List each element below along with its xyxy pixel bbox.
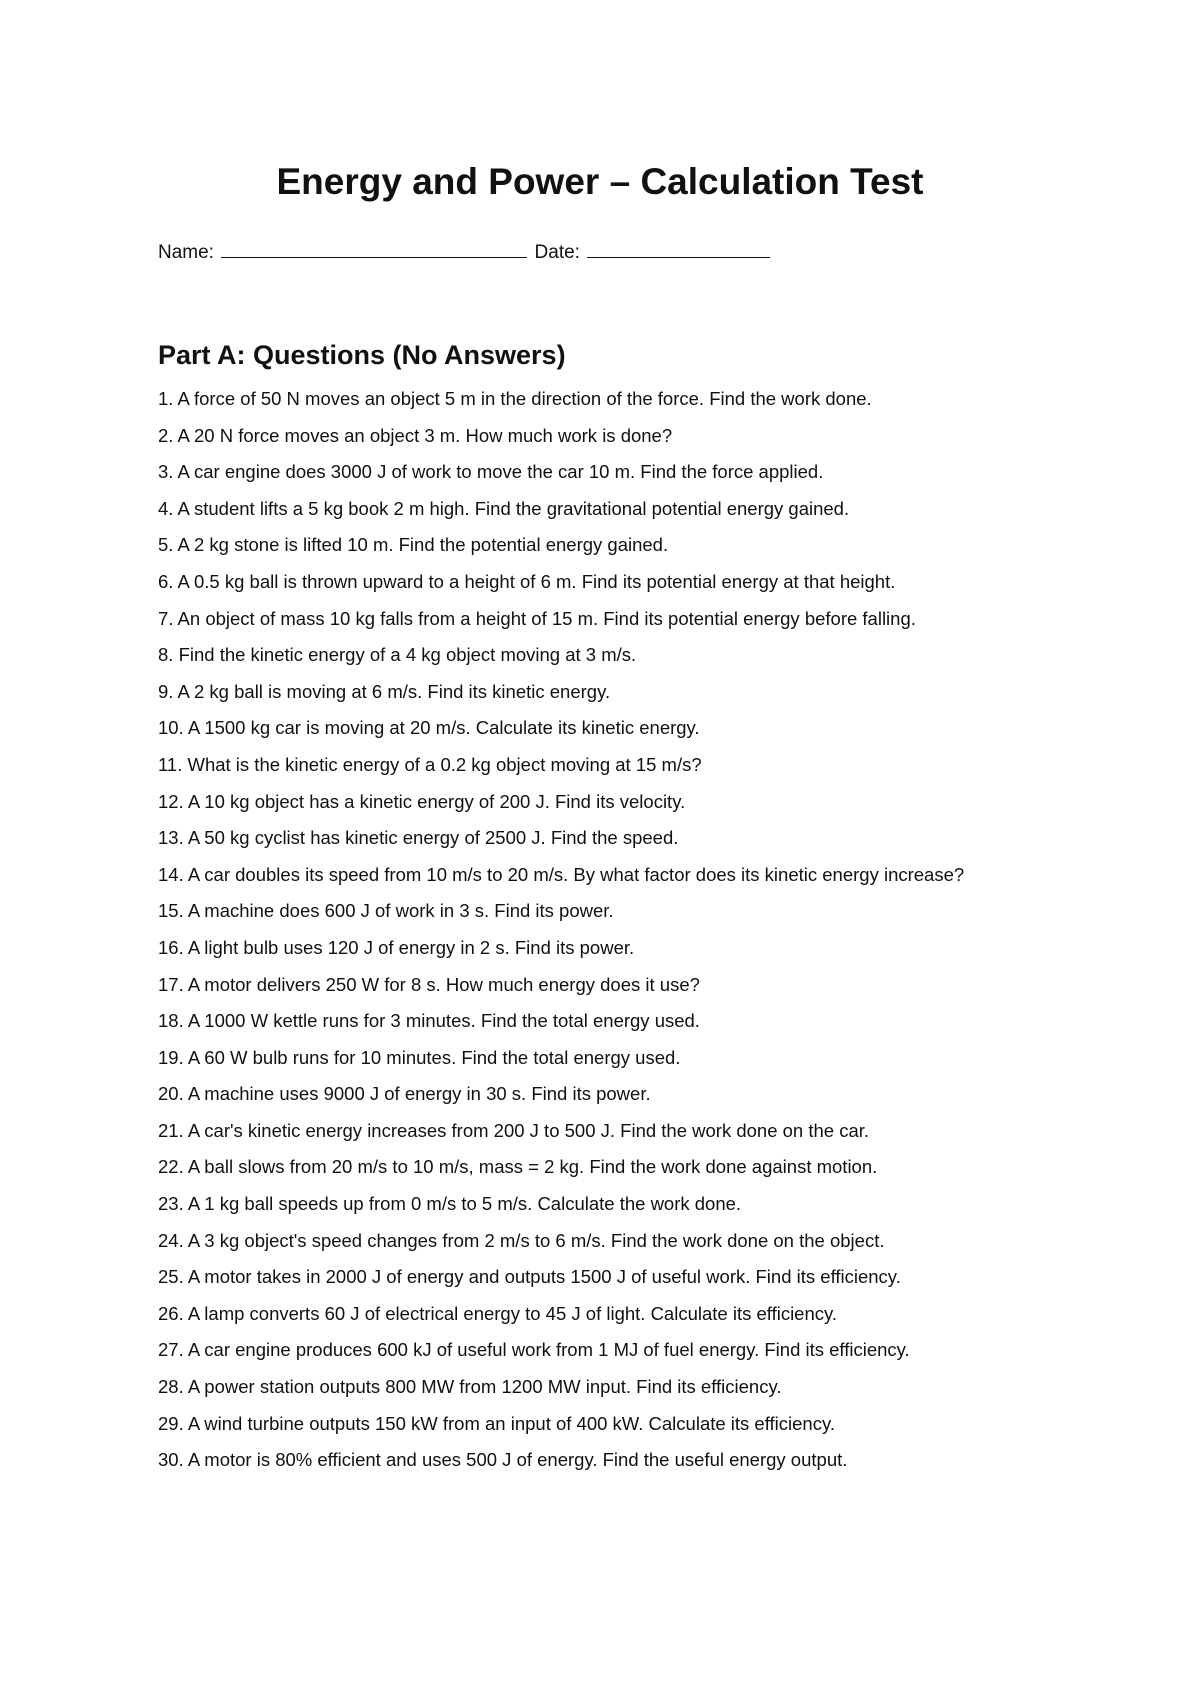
- question-item: 19. A 60 W bulb runs for 10 minutes. Find the total energy used.: [158, 1046, 681, 1068]
- date-blank: [587, 239, 770, 258]
- question-item: 22. A ball slows from 20 m/s to 10 m/s, mass = 2 kg. Find the work done against motion.: [158, 1156, 878, 1178]
- question-item: 27. A car engine produces 600 kJ of useful work from 1 MJ of fuel energy. Find its efficiency.: [158, 1339, 910, 1361]
- question-item: 14. A car doubles its speed from 10 m/s to 20 m/s. By what factor does its kinetic energy increase?: [158, 863, 965, 885]
- date-label: Date:: [534, 242, 580, 263]
- question-item: 28. A power station outputs 800 MW from 1200 MW input. Find its efficiency.: [158, 1376, 782, 1398]
- question-item: 17. A motor delivers 250 W for 8 s. How much energy does it use?: [158, 973, 700, 995]
- question-item: 12. A 10 kg object has a kinetic energy of 200 J. Find its velocity.: [158, 790, 686, 812]
- question-item: 3. A car engine does 3000 J of work to move the car 10 m. Find the force applied.: [158, 461, 824, 483]
- question-item: 21. A car's kinetic energy increases from 200 J to 500 J. Find the work done on the car.: [158, 1119, 870, 1141]
- question-item: 23. A 1 kg ball speeds up from 0 m/s to 5 m/s. Calculate the work done.: [158, 1193, 742, 1215]
- question-item: 10. A 1500 kg car is moving at 20 m/s. Calculate its kinetic energy.: [158, 717, 700, 739]
- question-item: 18. A 1000 W kettle runs for 3 minutes. Find the total energy used.: [158, 1010, 700, 1032]
- name-blank: [221, 239, 527, 258]
- question-item: 13. A 50 kg cyclist has kinetic energy of 2500 J. Find the speed.: [158, 827, 679, 849]
- question-item: 6. A 0.5 kg ball is thrown upward to a height of 6 m. Find its potential energy at that height.: [158, 570, 896, 592]
- question-item: 26. A lamp converts 60 J of electrical energy to 45 J of light. Calculate its efficiency.: [158, 1302, 838, 1324]
- question-item: 9. A 2 kg ball is moving at 6 m/s. Find its kinetic energy.: [158, 680, 611, 702]
- name-label: Name:: [158, 242, 214, 263]
- question-item: 5. A 2 kg stone is lifted 10 m. Find the potential energy gained.: [158, 534, 669, 556]
- question-list: [158, 384, 964, 1482]
- question-item: 30. A motor is 80% efficient and uses 500 J of energy. Find the useful energy output.: [158, 1449, 848, 1471]
- question-item: 8. Find the kinetic energy of a 4 kg object moving at 3 m/s.: [158, 644, 637, 666]
- question-item: 24. A 3 kg object's speed changes from 2 m/s to 6 m/s. Find the work done on the object.: [158, 1229, 885, 1251]
- question-item: 2. A 20 N force moves an object 3 m. How much work is done?: [158, 424, 673, 446]
- page-title: Energy and Power – Calculation Test: [276, 161, 924, 202]
- question-item: 29. A wind turbine outputs 150 kW from an input of 400 kW. Calculate its efficiency.: [158, 1412, 835, 1434]
- question-item: 20. A machine uses 9000 J of energy in 30 s. Find its power.: [158, 1083, 651, 1105]
- name-date-line: [158, 239, 772, 266]
- question-item: 15. A machine does 600 J of work in 3 s. Find its power.: [158, 900, 614, 922]
- question-item: 16. A light bulb uses 120 J of energy in 2 s. Find its power.: [158, 936, 635, 958]
- question-item: 25. A motor takes in 2000 J of energy and outputs 1500 J of useful work. Find its efficiency.: [158, 1266, 901, 1288]
- section-heading: Part A: Questions (No Answers): [158, 340, 566, 370]
- question-item: 7. An object of mass 10 kg falls from a height of 15 m. Find its potential energy before falling.: [158, 607, 916, 629]
- question-item: 11. What is the kinetic energy of a 0.2 kg object moving at 15 m/s?: [158, 753, 702, 775]
- question-item: 4. A student lifts a 5 kg book 2 m high. Find the gravitational potential energy gained.: [158, 497, 850, 519]
- question-item: 1. A force of 50 N moves an object 5 m in the direction of the force. Find the work done.: [158, 388, 872, 409]
